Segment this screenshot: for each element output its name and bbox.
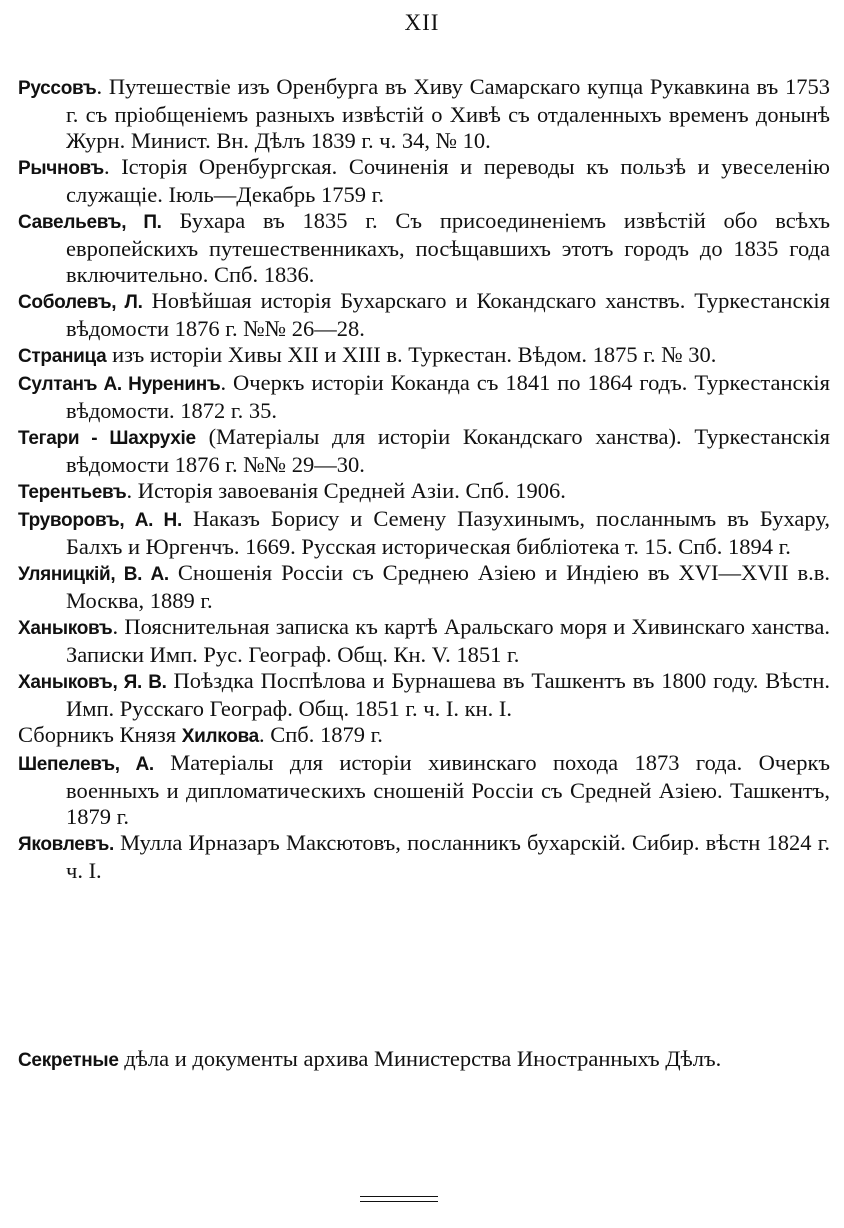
entry-separator [162, 208, 180, 233]
entry-text: Новѣйшая исторія Бухарскаго и Кокандскаго ханствъ. Туркестанскія вѣдомости 1876 г. №№ 26—28. [66, 288, 830, 341]
entry-author: Савельевъ, П. [18, 212, 162, 233]
entry-separator [182, 506, 193, 531]
entry-text: дѣла и документы архива Министерства Иностранныхъ Дѣлъ. [124, 1046, 722, 1071]
bibliography-entry [18, 370, 830, 424]
entry-text: Исторія завоеванія Средней Азіи. Спб. 1906. [137, 478, 566, 503]
bibliography-entry [18, 208, 830, 288]
entry-text: Іcторія Оренбургская. Сочиненія и переводы къ пользѣ и увеселенію служащіе. Іюль—Декабрь 1759 г. [66, 154, 830, 207]
bibliography-entry [18, 478, 830, 506]
bibliography-entry [18, 668, 830, 722]
bibliography-entry [18, 750, 830, 830]
entry-separator [154, 750, 170, 775]
bibliography-list [18, 74, 830, 884]
entry-text: Сношенія Россіи съ Среднею Азіею и Индіею въ XVI—XVII в.в. Москва, 1889 г. [66, 560, 830, 613]
entry-author: Труворовъ, А. Н. [18, 510, 182, 531]
bibliography-entry [18, 342, 830, 370]
bibliography-entry [18, 722, 830, 750]
entry-author: Руссовъ [18, 78, 97, 99]
entry-text: Пояснительная записка къ картѣ Аральскаго моря и Хивинскаго ханства. Записки Имп. Рус. Географ. Общ. Кн. V. 1851 г. [66, 614, 830, 667]
entry-author: Шепелевъ, А. [18, 754, 154, 775]
bibliography-entry [18, 506, 830, 560]
entry-author: Тегари - Шахрухіе [18, 428, 196, 449]
entry-text: изъ исторіи Хивы XII и XIII в. Туркестан. Вѣдом. 1875 г. № 30. [112, 342, 717, 367]
entry-separator: . [258, 722, 271, 747]
entry-text: Очеркъ исторіи Коканда съ 1841 по 1864 годъ. Туркестанскія вѣдомости. 1872 г. 35. [66, 370, 831, 423]
bibliography-entry [18, 154, 830, 208]
entry-author: Ханыковъ [18, 618, 113, 639]
entry-author: Соболевъ, Л. [18, 292, 143, 313]
entry-separator: . [103, 154, 122, 179]
entry-separator: . [126, 478, 138, 503]
entry-text: Мулла Ирназаръ Максютовъ, посланникъ бухарскій. Сибир. вѣстн 1824 г. ч. I. [66, 830, 831, 883]
bibliography-entry [18, 288, 830, 342]
entry-text: Наказъ Борису и Семену Пазухинымъ, посланнымъ въ Бухару, Балхъ и Юргенчъ. 1669. Русская историческая библіотека т. 15. Спб. 1894 г. [66, 506, 830, 559]
double-rule-divider [360, 1196, 438, 1202]
entry-separator: . [220, 370, 234, 395]
entry-text: Путешествіе изъ Оренбурга въ Хиву Самарскаго купца Рукавкина въ 1753 г. съ пріобщеніемъ разныхъ извѣстій о Хивѣ съ отдаленныхъ временъ донынѣ Журн. Минист. Вн. Дѣлъ 1839 г. ч. 34, № 10. [66, 74, 831, 153]
entry-separator: . [112, 614, 125, 639]
entry-text: Спб. 1879 г. [270, 722, 383, 747]
entry-author: Султанъ А. Нуренинъ [18, 374, 221, 395]
entry-separator [196, 424, 209, 449]
bibliography-entry [18, 424, 830, 478]
entry-separator [167, 668, 174, 693]
entry-author: Секретные [18, 1050, 119, 1071]
entry-separator [143, 288, 152, 313]
bibliography-entry [18, 74, 830, 154]
entry-separator [169, 560, 178, 585]
entry-prefix: Сборникъ Князя [18, 722, 182, 747]
entry-text: Бухара въ 1835 г. Съ присоединеніемъ извѣстій обо всѣхъ европейскихъ путешественникахъ, посѣщавшихъ этотъ городъ до 1835 года включительно. Спб. 1836. [66, 208, 830, 287]
entry-separator: . [96, 74, 109, 99]
entry-author: Уляницкій, В. А. [18, 564, 169, 585]
entry-author: Хилкова [181, 726, 259, 747]
page-number: XII [404, 10, 440, 35]
entry-author: Страница [18, 346, 107, 367]
bibliography-entry [18, 560, 830, 614]
entry-text: Поѣздка Поспѣлова и Бурнашева въ Ташкентъ въ 1800 году. Вѣстн. Имп. Русскаго Географ. Общ. 1851 г. ч. I. кн. I. [66, 668, 830, 721]
bibliography-entry [18, 614, 830, 668]
bibliography-entry [18, 830, 830, 884]
entry-author: Рычновъ [18, 158, 104, 179]
entry-author: Ханыковъ, Я. В. [18, 672, 167, 693]
closing-entry [18, 1046, 844, 1074]
entry-author: Терентьевъ [18, 482, 127, 503]
entry-text: Матеріалы для исторіи хивинскаго похода 1873 года. Очеркъ военныхъ и дипломатическихъ сношеній Россіи съ Средней Азіею. Ташкентъ, 1879 г. [66, 750, 831, 829]
entry-author: Яковлевъ. [18, 834, 114, 855]
entry-text: (Матеріалы для исторіи Кокандскаго ханства). Туркестанскія вѣдомости 1876 г. №№ 29—30. [66, 424, 831, 477]
